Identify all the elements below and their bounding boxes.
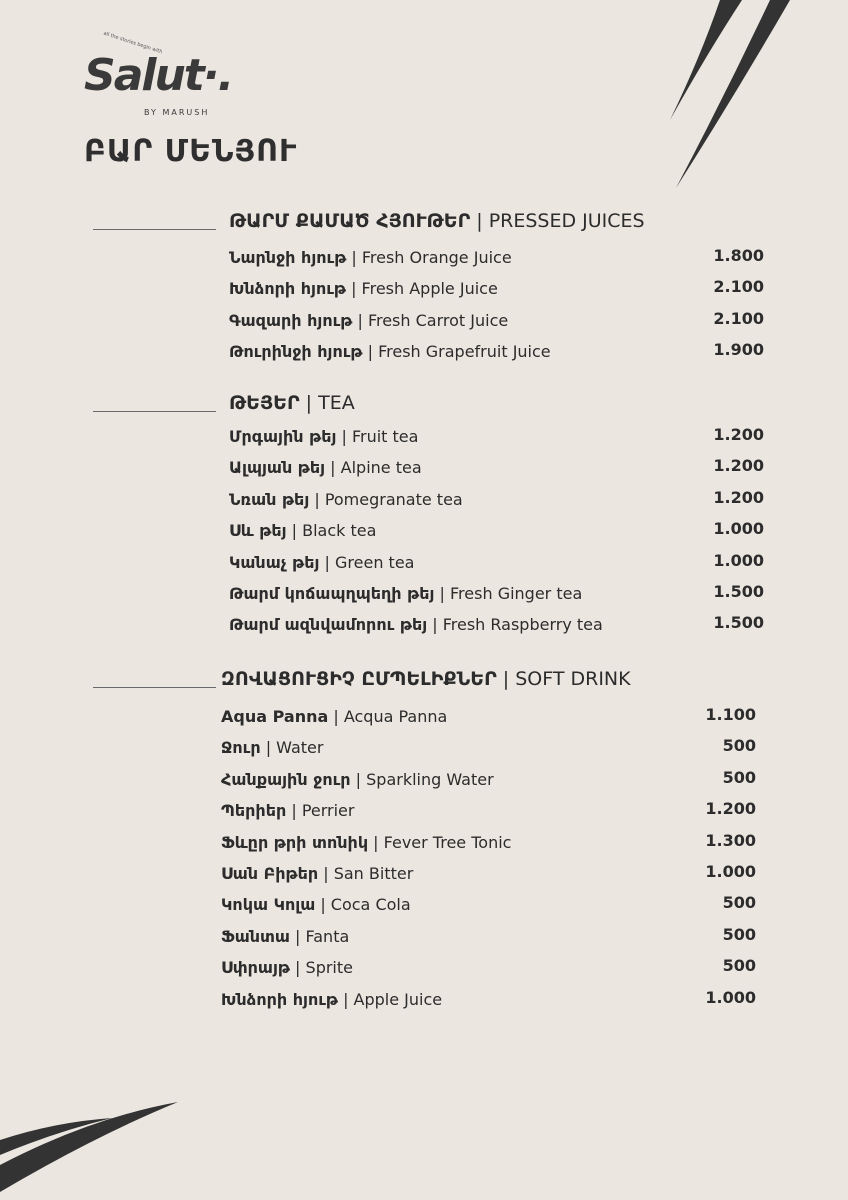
menu-item-separator: |: [319, 552, 336, 572]
menu-item-separator: |: [345, 279, 362, 299]
menu-item-price: 500: [722, 767, 756, 787]
menu-item: [221, 927, 349, 946]
section-divider-line: [93, 687, 216, 688]
menu-item-name-armenian: Նարնջի հյութ: [229, 248, 347, 267]
menu-item: [221, 895, 411, 914]
menu-item-name-english: Pomegranate tea: [324, 489, 463, 509]
menu-item-name-armenian: Ջուր: [221, 738, 261, 758]
menu-item: [229, 311, 508, 330]
menu-item: [221, 801, 354, 820]
menu-item: [221, 707, 447, 726]
section-heading-armenian: ԹԵՅԵՐ: [229, 392, 300, 414]
menu-item-separator: |: [286, 521, 303, 541]
menu-item-price: 1.000: [713, 550, 764, 570]
menu-item-name-english: Fanta: [305, 926, 350, 946]
menu-item-name-english: Sprite: [305, 958, 353, 978]
section-heading-english: TEA: [318, 392, 355, 414]
menu-item: [229, 342, 551, 361]
menu-item-price: 1.900: [713, 340, 764, 360]
logo-subtitle: BY MARUSH: [144, 108, 210, 117]
menu-item-price: 1.200: [713, 487, 764, 507]
menu-item-separator: |: [352, 310, 368, 330]
menu-item-price: 500: [722, 924, 756, 944]
logo-tagline: all the stories begin with: [102, 30, 164, 56]
page-title: ԲԱՐ ՄԵՆՅՈՒ: [84, 134, 298, 169]
section-heading-separator: |: [496, 668, 516, 690]
menu-item: [229, 584, 582, 603]
section-divider-line: [93, 411, 216, 412]
menu-item-name-english: Fresh Grapefruit Juice: [378, 342, 551, 362]
menu-item-name-english: Acqua Panna: [343, 707, 448, 726]
menu-item-name-english: Fresh Carrot Juice: [367, 310, 509, 330]
menu-item-name-english: Apple Juice: [353, 989, 443, 1009]
menu-item-name-english: Fresh Raspberry tea: [442, 615, 603, 635]
menu-item-separator: |: [337, 989, 354, 1009]
menu-item-name-armenian: Հանքային ջուր: [221, 769, 351, 789]
menu-item-separator: |: [328, 707, 344, 726]
menu-item-name-armenian: Սան Բիթեր: [221, 864, 319, 883]
menu-item: [221, 864, 413, 883]
menu-item: [221, 738, 323, 757]
menu-item-name-armenian: Խնձորի հյութ: [221, 989, 338, 1009]
menu-item-name-english: Coca Cola: [330, 895, 411, 915]
menu-item-price: 500: [722, 956, 756, 976]
menu-item: [229, 490, 463, 509]
section-heading-armenian: ԶՈՎԱՑՈՒՑԻՉ ԸՄՊԵԼԻՔՆԵՐ: [221, 668, 497, 690]
menu-item-price: 500: [722, 736, 756, 756]
menu-item-price: 1.800: [713, 246, 764, 265]
menu-item-price: 1.100: [705, 705, 756, 724]
menu-item-price: 1.500: [713, 613, 764, 633]
section-heading-armenian: ԹԱՐՄ ՔԱՄԱԾ ՀՅՈՒԹԵՐ: [229, 210, 471, 232]
menu-item: [221, 770, 494, 789]
menu-item-name-armenian: Ֆևըր թրի տոնիկ: [221, 832, 369, 852]
menu-item-name-english: Fresh Apple Juice: [361, 279, 498, 299]
menu-item-price: 1.200: [705, 799, 756, 819]
menu-item-name-armenian: Խնձորի հյութ: [229, 279, 346, 299]
menu-item-separator: |: [286, 801, 302, 821]
menu-item-name-armenian: Aqua Panna: [221, 707, 329, 726]
menu-item-price: 1.000: [705, 987, 756, 1007]
menu-item-separator: |: [260, 738, 277, 758]
menu-item-name-armenian: Պերիեր: [221, 801, 287, 821]
menu-item: [221, 833, 511, 852]
menu-item-name-armenian: Նռան թեյ: [229, 489, 310, 509]
menu-item-name-english: Alpine tea: [340, 458, 422, 478]
menu-item-separator: |: [315, 895, 331, 915]
menu-item-name-english: San Bitter: [333, 864, 414, 883]
menu-item-name-armenian: Մրգային թեյ: [229, 427, 337, 446]
section-heading-english: PRESSED JUICES: [488, 210, 645, 232]
menu-item-price: 1.000: [713, 519, 764, 539]
menu-item-separator: |: [368, 832, 384, 852]
section-heading: [229, 392, 355, 414]
menu-item-price: 2.100: [713, 308, 764, 328]
section-heading-english: SOFT DRINK: [515, 668, 631, 690]
menu-item-separator: |: [289, 958, 306, 978]
menu-item: [229, 427, 418, 446]
menu-item-name-english: Fever Tree Tonic: [383, 832, 512, 852]
menu-item-name-english: Fresh Ginger tea: [450, 584, 583, 603]
menu-item-name-english: Fruit tea: [351, 427, 419, 446]
menu-item-name-armenian: Թարմ կոճապղպեղի թեյ: [229, 584, 435, 603]
menu-item: [221, 990, 442, 1009]
menu-item: [221, 958, 353, 977]
menu-item-name-english: Green tea: [335, 552, 415, 572]
menu-item-separator: |: [346, 248, 362, 267]
menu-item-separator: |: [318, 864, 334, 883]
menu-item-name-armenian: Ալպյան թեյ: [229, 458, 326, 478]
menu-item-price: 1.200: [713, 425, 764, 444]
section-heading: [229, 210, 645, 232]
menu-item-price: 1.200: [713, 456, 764, 476]
menu-item-name-english: Water: [276, 738, 324, 758]
brand-logo: [84, 30, 234, 120]
menu-item-price: 1.500: [713, 582, 764, 601]
menu-item: [229, 521, 376, 540]
section-divider-line: [93, 229, 216, 230]
menu-item-name-armenian: Սփրայթ: [221, 958, 290, 978]
menu-item-price: 1.000: [705, 862, 756, 881]
menu-item-name-english: Black tea: [302, 521, 377, 541]
menu-item-name-armenian: Գազարի հյութ: [229, 310, 353, 330]
menu-item-separator: |: [336, 427, 352, 446]
menu-item-name-armenian: Սև թեյ: [229, 521, 287, 541]
menu-item-price: 2.100: [713, 277, 764, 297]
menu-item: [229, 279, 498, 298]
menu-item-price: 500: [722, 893, 756, 913]
menu-item-name-armenian: Թուրինջի հյութ: [229, 342, 363, 362]
menu-item-separator: |: [289, 926, 306, 946]
section-heading: [221, 668, 631, 690]
menu-item-separator: |: [362, 342, 379, 362]
menu-item: [229, 248, 512, 267]
menu-item: [229, 458, 422, 477]
menu-item-name-english: Fresh Orange Juice: [361, 248, 512, 267]
menu-item-name-armenian: Ֆանտա: [221, 926, 290, 946]
menu-item-name-armenian: Կոկա Կոլա: [221, 895, 316, 915]
menu-item-name-english: Perrier: [301, 801, 355, 821]
logo-wordmark: Salut·.: [84, 50, 233, 101]
menu-item-name-armenian: Կանաչ թեյ: [229, 552, 320, 572]
menu-item-separator: |: [309, 489, 325, 509]
section-heading-separator: |: [470, 210, 489, 232]
menu-item-separator: |: [427, 615, 443, 635]
menu-item-separator: |: [325, 458, 341, 478]
menu-item-separator: |: [350, 769, 367, 789]
menu-item: [229, 553, 414, 572]
menu-item-name-english: Sparkling Water: [366, 769, 494, 789]
menu-item-price: 1.300: [705, 830, 756, 850]
section-heading-separator: |: [299, 392, 319, 414]
menu-item-separator: |: [434, 584, 451, 603]
menu-item: [229, 615, 603, 634]
menu-item-name-armenian: Թարմ ազնվամորու թեյ: [229, 615, 428, 635]
